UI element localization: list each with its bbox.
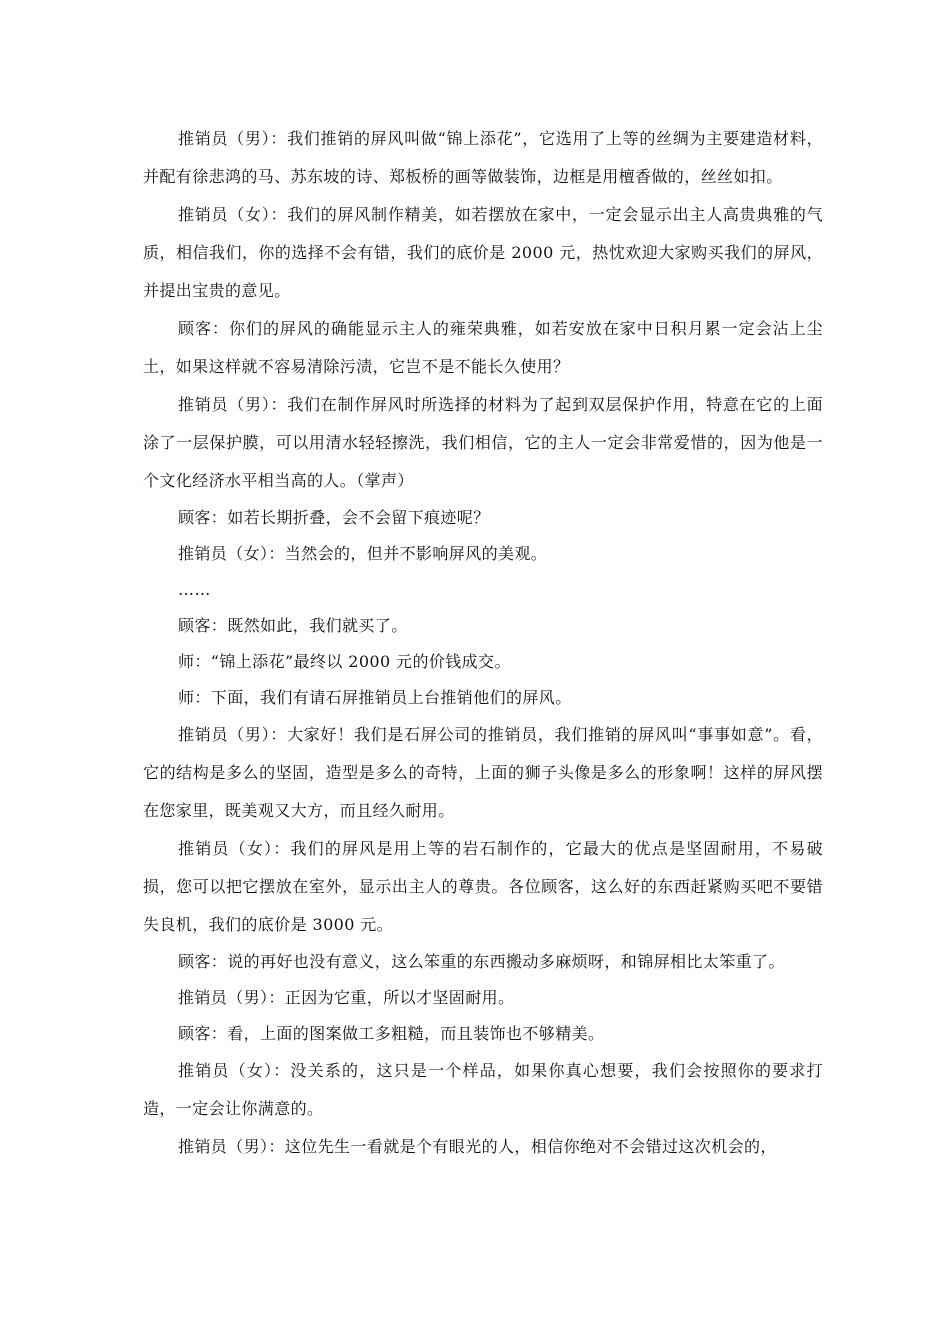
paragraph-13: 推销员（男）：正因为它重，所以才坚固耐用。: [178, 988, 515, 1007]
paragraph-7: 顾客：既然如此，我们就买了。: [178, 616, 408, 635]
paragraph-4: 推销员（男）：我们在制作屏风时所选择的材料为了起到双层保护作用，特意在它的上面涂了一层保护膜，可以用清水轻轻擦洗，我们相信，它的主人一定会非常爱惜的，因为他是一个文化经济水平相当高的人。（掌声）: [143, 395, 823, 490]
paragraph-2: 推销员（女）：我们的屏风制作精美，如若摆放在家中，一定会显示出主人高贵典雅的气质，相信我们，你的选择不会有错，我们的底价是 2000 元，热忱欢迎大家购买我们的屏风，并提出宝贵的意见。: [143, 205, 823, 300]
paragraph-3: 顾客：你们的屏风的确能显示主人的雍荣典雅，如若安放在家中日积月累一定会沾上尘土，如果这样就不容易清除污渍，它岂不是不能长久使用？: [143, 319, 823, 376]
paragraph-8: 师：“锦上添花”最终以 2000 元的价钱成交。: [178, 652, 511, 671]
paragraph-14: 顾客：看，上面的图案做工多粗糙，而且装饰也不够精美。: [178, 1024, 605, 1043]
paragraph-11: 推销员（女）：我们的屏风是用上等的岩石制作的，它最大的优点是坚固耐用，不易破损，您可以把它摆放在室外，显示出主人的尊贵。各位顾客，这么好的东西赶紧购买吧不要错失良机，我们的底价是 3000 元。: [143, 839, 823, 934]
document-body: [143, 120, 823, 1166]
paragraph-5: 顾客：如若长期折叠，会不会留下痕迹呢？: [178, 508, 490, 527]
paragraph-6: 推销员（女）：当然会的，但并不影响屏风的美观。: [178, 544, 548, 563]
paragraph-10: 推销员（男）：大家好！我们是石屏公司的推销员，我们推销的屏风叫“事事如意”。看，它的结构是多么的坚固，造型是多么的奇特，上面的狮子头像是多么的形象啊！这样的屏风摆在您家里，既美观又大方，而且经久耐用。: [143, 725, 823, 820]
paragraph-1: 推销员（男）：我们推销的屏风叫做“锦上添花”，它选用了上等的丝绸为主要建造材料，并配有徐悲鸿的马、苏东坡的诗、郑板桥的画等做装饰，边框是用檀香做的，丝丝如扣。: [143, 129, 823, 186]
paragraph-16: 推销员（男）：这位先生一看就是个有眼光的人，相信你绝对不会错过这次机会的，: [178, 1137, 777, 1156]
paragraph-ellipsis: ……: [178, 580, 211, 599]
paragraph-12: 顾客：说的再好也没有意义，这么笨重的东西搬动多麻烦呀，和锦屏相比太笨重了。: [178, 952, 785, 971]
paragraph-15: 推销员（女）：没关系的，这只是一个样品，如果你真心想要，我们会按照你的要求打造，一定会让你满意的。: [143, 1061, 823, 1118]
paragraph-9: 师：下面，我们有请石屏推销员上台推销他们的屏风。: [178, 688, 572, 707]
